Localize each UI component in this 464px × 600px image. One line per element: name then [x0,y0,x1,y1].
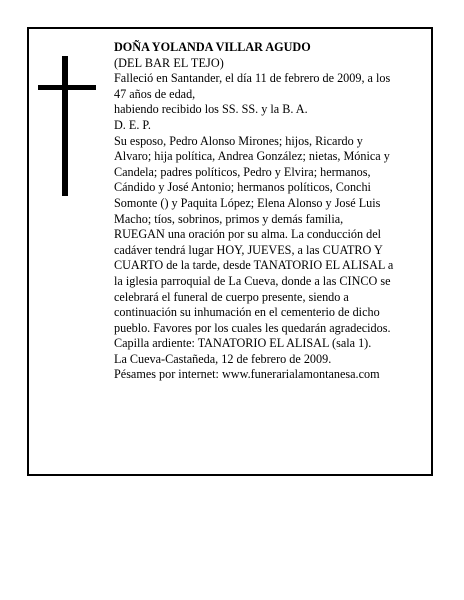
request-paragraph: RUEGAN una oración por su alma. La conducción del cadáver tendrá lugar HOY, JUEVES, a las CUATRO Y CUARTO de la tarde, desde TANATORIO EL ALISAL a la iglesia parroquial de La Cueva, donde a las CINCO se celebrará el funeral de cuerpo presente, siendo a continuación su inhumación en el cementerio de dicho pueblo. Favores por los cuales les quedarán agradecidos. Capilla ardiente: TANATORIO EL ALISAL (sala 1). [114,227,394,351]
cross-vertical-bar [62,56,68,196]
deceased-name: DOÑA YOLANDA VILLAR AGUDO [114,40,311,54]
death-details: Falleció en Santander, el día 11 de febrero de 2009, a los 47 años de edad, [114,71,391,101]
deceased-subtitle: (DEL BAR EL TEJO) [114,55,224,70]
cross-horizontal-bar [38,85,96,90]
cross-icon [38,56,96,196]
family-paragraph: Su esposo, Pedro Alonso Mirones; hijos, Ricardo y Alvaro; hija política, Andrea González; nietas, Mónica y Candela; padres políticos, Pedro y Elvira; hermanos, Cándido y José Antonio; hermanos políticos, Conchi Somonte () y Paquita López; Elena Alonso y José Luis Macho; tíos, sobrinos, primos y demás familia, [114,133,390,226]
obituary-text [114,40,394,383]
rip-line: D. E. P. [114,117,151,132]
sacraments-line: habiendo recibido los SS. SS. y la B. A. [114,102,308,117]
place-date: La Cueva-Castañeda, 12 de febrero de 2009. [114,351,332,366]
condolences-line: Pésames por internet: www.funerarialamontanesa.com [114,367,380,382]
